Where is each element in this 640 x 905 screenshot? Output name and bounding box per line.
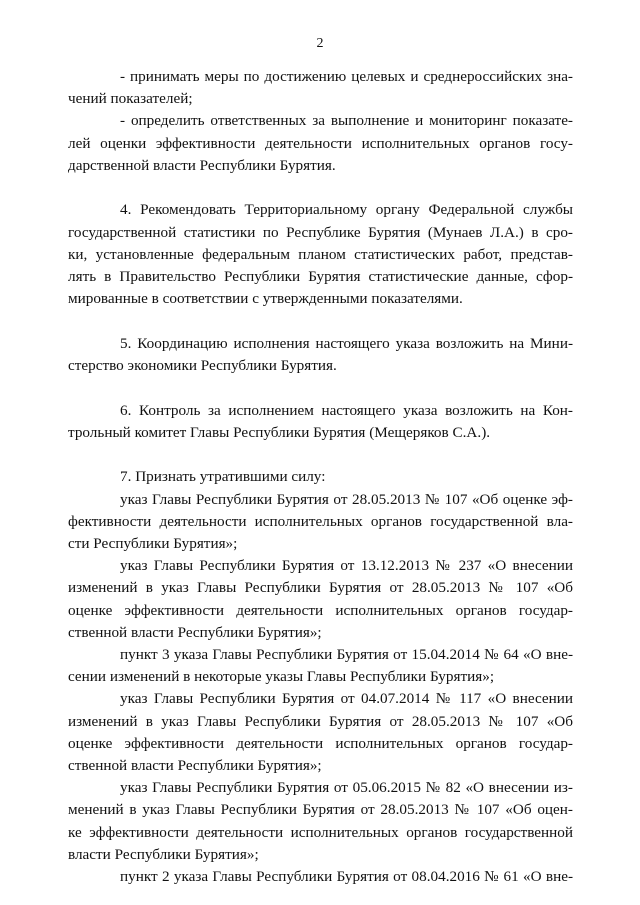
text-line: ки, установленные федеральным планом статистических работ, представ- (68, 245, 573, 263)
text-line: 4. Рекомендовать Территориальному органу Федеральной службы (120, 201, 573, 219)
text-line: фективности деятельности исполнительных органов государственной вла- (68, 512, 573, 530)
text-line: лей оценки эффективности деятельности исполнительных органов госу- (68, 134, 573, 152)
text-line: сении изменений в некоторые указы Главы Республики Бурятия»; (68, 668, 495, 686)
paragraph-gap (68, 177, 573, 199)
text-line: государственной статистики по Республике Бурятия (Мунаев Л.А.) в сро- (68, 223, 573, 241)
paragraph-gap (68, 310, 573, 332)
text-line: изменений в указ Главы Республики Бурятия от 28.05.2013 № 107 «Об (68, 579, 573, 597)
text-line: менений в указ Главы Республики Бурятия от 28.05.2013 № 107 «Об оцен- (68, 801, 573, 819)
text-line: ственной власти Республики Бурятия»; (68, 757, 322, 775)
text-line: указ Главы Республики Бурятия от 13.12.2013 № 237 «О внесении (120, 557, 573, 575)
text-line: сти Республики Бурятия»; (68, 535, 238, 553)
text-line: 7. Признать утратившими силу: (120, 468, 326, 486)
text-line: 6. Контроль за исполнением настоящего указа возложить на Кон- (120, 401, 573, 419)
text-line: трольный комитет Главы Республики Бурятия (Мещеряков С.А.). (68, 423, 491, 441)
text-line: изменений в указ Главы Республики Бурятия от 28.05.2013 № 107 «Об (68, 712, 573, 730)
document-body (68, 66, 573, 888)
text-line: указ Главы Республики Бурятия от 04.07.2014 № 117 «О внесении (120, 690, 573, 708)
text-line: 5. Координацию исполнения настоящего указа возложить на Мини- (120, 334, 573, 352)
text-line: мированные в соответствии с утвержденными показателями. (68, 290, 463, 308)
text-line: оценке эффективности деятельности исполнительных органов государ- (68, 734, 573, 752)
text-line: дарственной власти Республики Бурятия. (68, 156, 336, 174)
text-line: пункт 3 указа Главы Республики Бурятия от 15.04.2014 № 64 «О вне- (120, 646, 573, 664)
text-line: лять в Правительство Республики Бурятия статистические данные, сфор- (68, 268, 573, 286)
text-line: указ Главы Республики Бурятия от 28.05.2013 № 107 «Об оценке эф- (120, 490, 573, 508)
text-line: стерство экономики Республики Бурятия. (68, 357, 337, 375)
paragraph-gap (68, 377, 573, 399)
text-line: указ Главы Республики Бурятия от 05.06.2015 № 82 «О внесении из- (120, 779, 573, 797)
text-line: власти Республики Бурятия»; (68, 845, 259, 863)
text-line: - определить ответственных за выполнение и мониторинг показате- (120, 112, 573, 130)
text-line: оценке эффективности деятельности исполнительных органов государ- (68, 601, 573, 619)
text-line: пункт 2 указа Главы Республики Бурятия от 08.04.2016 № 61 «О вне- (120, 868, 573, 886)
text-line: чений показателей; (68, 90, 193, 108)
text-line: ке эффективности деятельности исполнительных органов государственной (68, 823, 573, 841)
text-line: - принимать меры по достижению целевых и среднероссийских зна- (120, 68, 573, 85)
text-line: ственной власти Республики Бурятия»; (68, 623, 322, 641)
paragraph-gap (68, 444, 573, 466)
page-number: 2 (316, 36, 324, 51)
